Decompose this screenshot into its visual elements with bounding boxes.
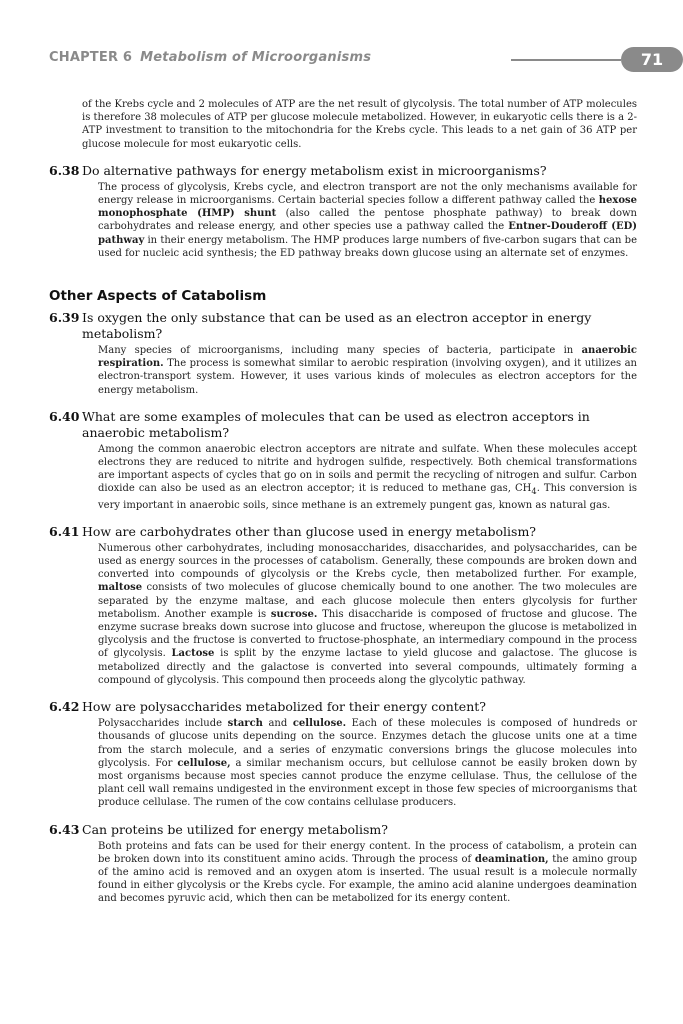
section-heading: Other Aspects of Catabolism: [49, 288, 267, 305]
header-rule: [511, 59, 621, 61]
answer-text: a similar mechanism occurs, but cellulose cannot be easily broken down by most organisms because most species cannot produce the enzyme cellulase. Thus, the cellulose of the plant cell wall remains undigested in the environment except in those few species of microorganisms that produce cellulase. The rumen of the cow contains cellulase producers.: [98, 757, 637, 809]
answer-text: Many species of microorganisms, including many species of bacteria, participate in: [98, 345, 582, 357]
question-6-38: [49, 163, 637, 179]
key-term: hexose monophosphate (HMP) shunt: [98, 195, 637, 220]
answer-text: Both proteins and fats can be used for their energy content. In the process of catabolism, a protein can be broken down into its constituent amino acids. Through the process of: [98, 840, 637, 865]
question-number: 6.42: [49, 699, 80, 715]
key-term: cellulose.: [292, 718, 347, 730]
answer-6-38: [49, 181, 637, 260]
chapter-heading: [49, 50, 371, 65]
question-6-39: [49, 310, 637, 342]
running-header: [49, 47, 664, 73]
answer-text: the amino group of the amino acid is removed and an oxygen atom is inserted. The usual result is a molecule normally found in either glycolysis or the Krebs cycle. For example, the amino acid alanine undergoes deamination and becomes pyruvic acid, which then can be metabolized for its energy content.: [98, 853, 637, 905]
question-text: Is oxygen the only substance that can be used as an electron acceptor in energy metabolism?: [82, 310, 592, 342]
key-term: anaerobic respiration.: [98, 345, 637, 370]
page-content: [49, 98, 637, 906]
answer-text: Numerous other carbohydrates, including monosaccharides, disaccharides, and polysaccharides, can be used as energy sources in the processes of catabolism. Generally, these compounds are broken down and converted into compounds of glycolysis or the Krebs cycle, then metabolized further. For example,: [98, 542, 637, 581]
question-text: What are some examples of molecules that can be used as electron acceptors in anaerobic metabolism?: [82, 408, 590, 440]
key-term: maltose: [98, 582, 143, 594]
question-6-41: [49, 524, 637, 540]
question-6-43: [49, 822, 637, 838]
answer-text: The process is somewhat similar to aerobic respiration (involving oxygen), and it utilizes an electron-transport system. However, it uses various kinds of molecules as electron acceptors for the energy metabolism.: [98, 358, 637, 396]
subscript: 4: [531, 486, 537, 497]
answer-text: Among the common anaerobic electron acceptors are nitrate and sulfate. When these molecules accept electrons they are reduced to nitrite and hydrogen sulfide, respectively. Both chemical transformations are important aspects of cycles that go on in soils and permit the recycling of nitrogen and sulfur. Carbon dioxide can also be used as an electron acceptor; it is reduced to methane gas, CH: [98, 443, 637, 495]
question-text: Can proteins be utilized for energy metabolism?: [82, 821, 388, 837]
question-number: 6.43: [49, 821, 80, 837]
key-term: Lactose: [171, 648, 215, 660]
question-text: How are polysaccharides metabolized for their energy content?: [82, 699, 486, 715]
question-number: 6.39: [49, 310, 80, 326]
answer-6-42: [49, 717, 637, 809]
answer-6-40: [49, 443, 637, 512]
qa-6-43: [49, 822, 637, 906]
answer-6-41: [49, 542, 637, 687]
continuation-paragraph: of the Krebs cycle and 2 molecules of ATP are the net result of glycolysis. The total number of ATP molecules is therefore 38 molecules of ATP per glucose molecule metabolized. However, in eukaryotic cells there is a 2-ATP investment to transition to the mitochondria for the Krebs cycle. This leads to a net gain of 36 ATP per glucose molecule for most eukaryotic cells.: [82, 99, 637, 150]
answer-text: Polysaccharides include: [98, 718, 228, 730]
answer-6-43: [49, 840, 637, 906]
key-term: cellulose,: [177, 757, 231, 769]
question-number: 6.40: [49, 408, 80, 424]
key-term: sucrose.: [270, 608, 318, 620]
question-text: How are carbohydrates other than glucose used in energy metabolism?: [82, 523, 536, 539]
key-term: starch: [227, 718, 263, 730]
answer-6-39: [49, 344, 637, 397]
answer-text: consists of two molecules of glucose chemically bound to one another. The two molecules are separated by the enzyme maltase, and each glucose molecule then enters glycolysis for further metabolism. Another example is: [98, 582, 637, 620]
question-number: 6.41: [49, 523, 80, 539]
qa-6-42: [49, 699, 637, 809]
qa-6-39: [49, 310, 637, 397]
question-6-42: [49, 699, 637, 715]
answer-text: This disaccharide is composed of fructose and glucose. The enzyme sucrase breaks down sucrose into glucose and fructose, whereupon the glucose is metabolized in glycolysis and the fructose is converted to fructose-phosphate, an intermediary compound in the process of glycolysis.: [98, 608, 637, 660]
question-6-40: [49, 409, 637, 441]
key-term: Entner-Douderoff (ED) pathway: [98, 221, 637, 246]
page-number: 71: [621, 47, 683, 72]
qa-6-40: [49, 409, 637, 512]
answer-text: The process of glycolysis, Krebs cycle, and electron transport are not the only mechanisms available for energy release in microorganisms. Certain bacterial species follow a different pathway called the: [98, 181, 637, 207]
qa-6-38: [49, 163, 637, 260]
answer-text: . This conversion is very important in anaerobic soils, since methane is an extremely pungent gas, known as natural gas.: [98, 483, 638, 511]
key-term: deamination,: [474, 853, 549, 865]
qa-6-41: [49, 524, 637, 687]
answer-text: (also called the pentose phosphate pathway) to break down carbohydrates and release energy, and other species use a pathway called the: [98, 208, 637, 233]
question-number: 6.38: [49, 162, 80, 178]
question-text: Do alternative pathways for energy metabolism exist in microorganisms?: [82, 162, 547, 178]
answer-text: Each of these molecules is composed of hundreds or thousands of glucose units depending on the source. Enzymes detach the glucose units one at a time from the starch molecule, and a series of enzymatic conversions brings the glucose molecules into glycolysis. For: [98, 718, 637, 769]
chapter-title: Metabolism of Microorganisms: [140, 50, 372, 65]
chapter-label: CHAPTER 6: [49, 50, 133, 65]
answer-text: in their energy metabolism. The HMP produces large numbers of five-carbon sugars that can be used for nucleic acid synthesis; the ED pathway breaks down glucose using an alternate set of enzymes.: [98, 234, 637, 259]
answer-text: is split by the enzyme lactase to yield glucose and galactose. The glucose is metabolized directly and the galactose is converted into several compounds, ultimately forming a compound of glycolysis. This compound then proceeds along the glycolytic pathway.: [98, 648, 637, 686]
answer-text: and: [262, 718, 293, 730]
